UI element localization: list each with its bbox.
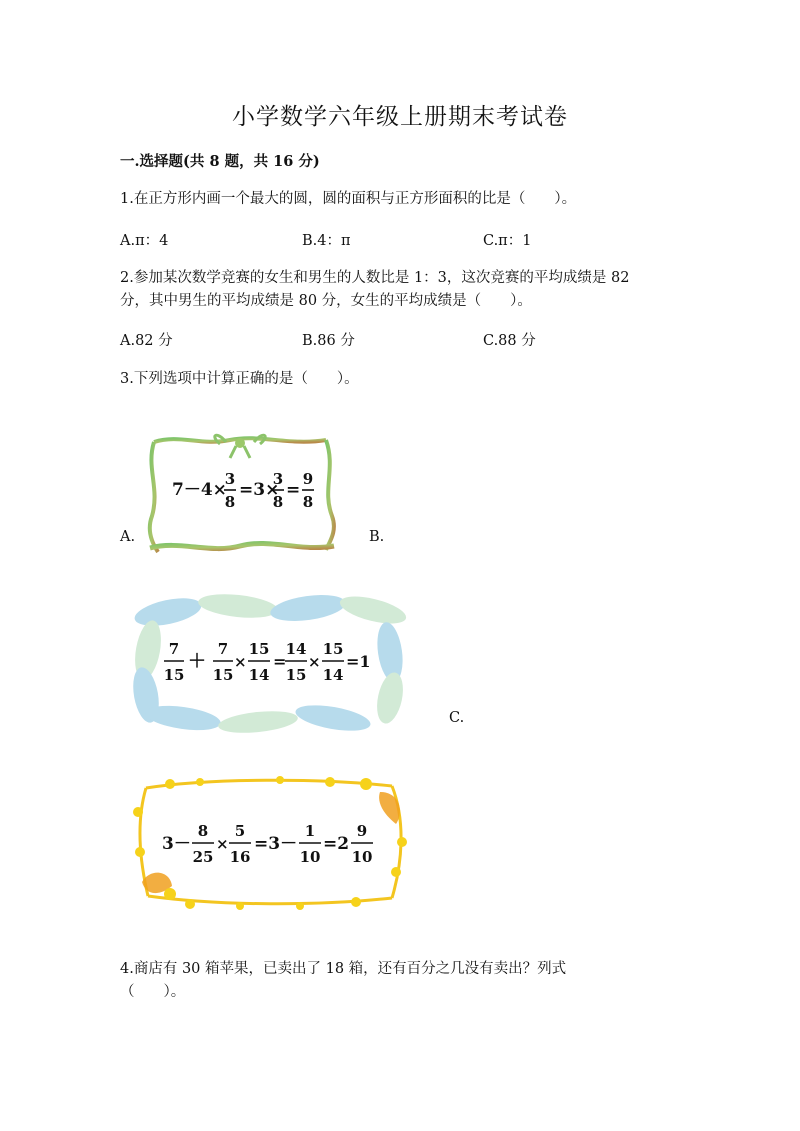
expr-c-f1-den: 25 bbox=[192, 848, 214, 866]
expression-a bbox=[140, 428, 340, 556]
expr-b-eq2: =1 bbox=[346, 652, 371, 671]
q3-option-b-label[interactable]: B. bbox=[369, 529, 385, 545]
expr-c-f3-den: 10 bbox=[299, 848, 321, 866]
expr-c-f1-num: 8 bbox=[197, 822, 209, 840]
expr-b-f2-num: 7 bbox=[217, 640, 229, 658]
question-4-stem-line2: （ ）。 bbox=[120, 984, 186, 1000]
expr-c-times: × bbox=[216, 835, 229, 853]
question-2-stem-line2: 分，其中男生的平均成绩是 80 分，女生的平均成绩是（ ）。 bbox=[120, 293, 532, 309]
expr-a-f3-den: 8 bbox=[302, 493, 314, 511]
expr-c-f2-den: 16 bbox=[229, 848, 251, 866]
q3-option-c-image[interactable] bbox=[130, 772, 410, 912]
q3-option-a-image[interactable] bbox=[140, 428, 340, 556]
expr-a-lead: 7－4× bbox=[172, 480, 227, 500]
expr-a-f2-den: 8 bbox=[272, 493, 284, 511]
q3-option-a-label[interactable]: A. bbox=[120, 529, 136, 545]
expr-c-f3-num: 1 bbox=[304, 822, 316, 840]
q1-option-a[interactable]: A.π：4 bbox=[120, 233, 169, 249]
q1-option-b[interactable]: B.4：π bbox=[302, 233, 351, 249]
expr-c-f4-num: 9 bbox=[356, 822, 368, 840]
expr-b-plus: ＋ bbox=[188, 651, 206, 672]
expr-b-f1-den: 15 bbox=[163, 666, 185, 684]
expr-a-f3-num: 9 bbox=[302, 470, 314, 488]
expr-b-f3-den: 14 bbox=[248, 666, 270, 684]
q3-option-c-label[interactable]: C. bbox=[449, 710, 465, 726]
expr-a-f2-num: 3 bbox=[272, 470, 284, 488]
expr-a-eq: = bbox=[286, 480, 301, 500]
expr-c-eq: =2 bbox=[323, 834, 350, 854]
q2-option-b[interactable]: B.86 分 bbox=[302, 333, 355, 349]
expr-c-mid: =3－ bbox=[254, 834, 298, 854]
q3-option-b-image[interactable] bbox=[128, 590, 410, 734]
expr-a-f1-den: 8 bbox=[224, 493, 236, 511]
expr-b-times1: × bbox=[234, 653, 247, 671]
expr-a-mid: =3× bbox=[239, 480, 280, 500]
q2-option-c[interactable]: C.88 分 bbox=[483, 333, 536, 349]
expression-b bbox=[128, 590, 410, 734]
expr-b-eq1: = bbox=[273, 652, 287, 671]
expr-b-times2: × bbox=[308, 653, 321, 671]
expr-b-f3-num: 15 bbox=[248, 640, 270, 658]
question-3-stem: 3.下列选项中计算正确的是（ ）。 bbox=[120, 371, 359, 387]
expr-b-f5-num: 15 bbox=[322, 640, 344, 658]
question-1-stem: 1.在正方形内画一个最大的圆，圆的面积与正方形面积的比是（ ）。 bbox=[120, 191, 577, 207]
expr-b-f5-den: 14 bbox=[322, 666, 344, 684]
section-heading: 一.选择题(共 8 题，共 16 分) bbox=[120, 153, 320, 170]
page-title: 小学数学六年级上册期末考试卷 bbox=[232, 104, 568, 130]
expr-a-f1-num: 3 bbox=[224, 470, 236, 488]
expr-c-lead: 3－ bbox=[162, 834, 191, 854]
expr-b-f1-num: 7 bbox=[168, 640, 180, 658]
q1-option-c[interactable]: C.π：1 bbox=[483, 233, 532, 249]
expr-b-f2-den: 15 bbox=[212, 666, 234, 684]
expression-c bbox=[130, 772, 410, 912]
q2-option-a[interactable]: A.82 分 bbox=[120, 333, 173, 349]
question-4-stem-line1: 4.商店有 30 箱苹果，已卖出了 18 箱，还有百分之几没有卖出？列式 bbox=[120, 961, 567, 977]
question-2-stem-line1: 2.参加某次数学竞赛的女生和男生的人数比是 1：3，这次竞赛的平均成绩是 82 bbox=[120, 270, 630, 286]
expr-c-f4-den: 10 bbox=[351, 848, 373, 866]
expr-b-f4-num: 14 bbox=[285, 640, 307, 658]
expr-b-f4-den: 15 bbox=[285, 666, 307, 684]
expr-c-f2-num: 5 bbox=[234, 822, 246, 840]
